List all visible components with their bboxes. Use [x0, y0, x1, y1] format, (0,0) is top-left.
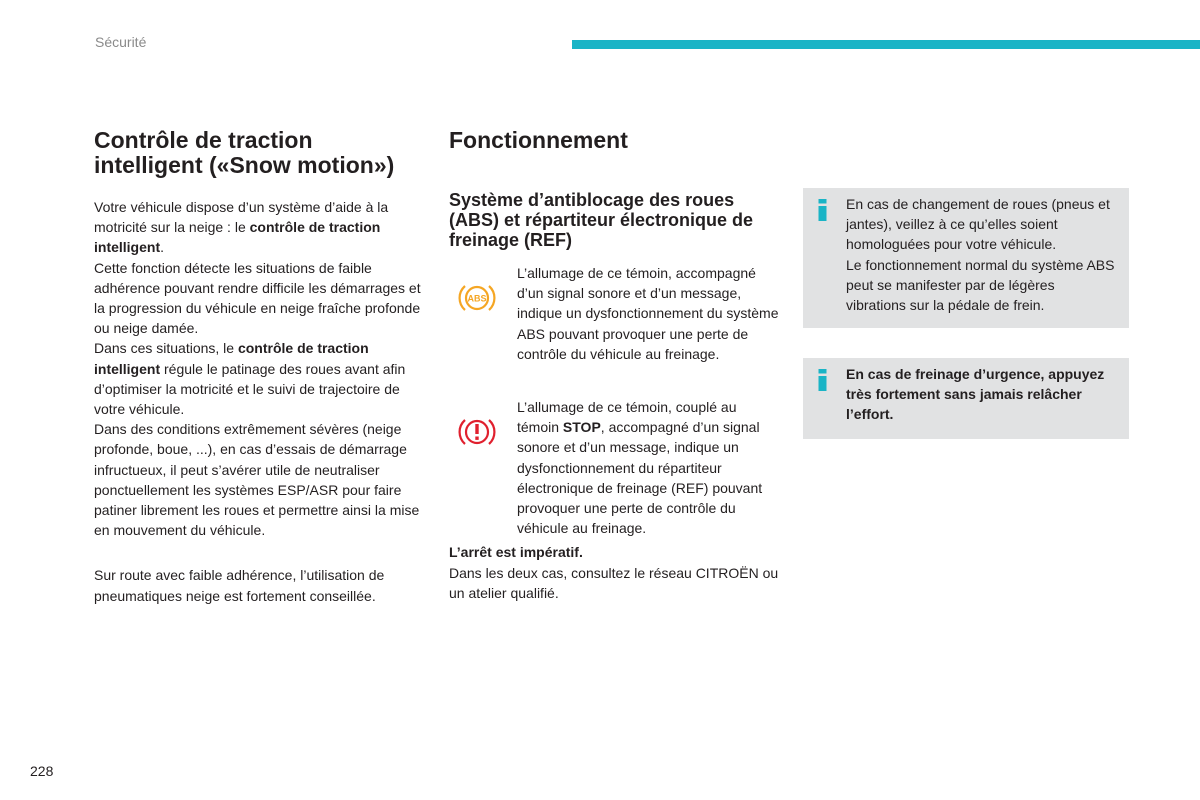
info-text: En cas de freinage d’urgence, appuyez très fortement sans jamais relâcher l’effort.	[846, 366, 1105, 423]
paragraph: Dans ces situations, le contrôle de traction intelligent régule le patinage des roues avant afin d’optimiser la motricité et le suivi de trajectoire de votre véhicule.	[94, 340, 406, 418]
info-box-emergency-braking	[803, 358, 1129, 439]
brake-warning-block	[449, 397, 779, 538]
info-icon	[818, 199, 827, 221]
page-number: 228	[30, 763, 54, 779]
brake-warning-light-icon	[457, 412, 497, 452]
snow-motion-section	[94, 128, 424, 606]
snow-motion-title: Contrôle de traction intelligent («Snow motion»)	[94, 127, 395, 178]
snow-motion-body	[94, 197, 424, 606]
conclusion	[449, 542, 779, 603]
abs-warning-text: L’allumage de ce témoin, accompagné d’un signal sonore et d’un message, indique un dysfonctionnement du système ABS pouvant provoquer une perte de contrôle du véhicule au freinage.	[517, 265, 779, 362]
abs-ref-subtitle: Système d’antiblocage des roues (ABS) et répartiteur électronique de freinage (REF)	[449, 190, 754, 250]
svg-text:ABS: ABS	[467, 293, 487, 304]
conclusion-text: Dans les deux cas, consultez le réseau CITROËN ou un atelier qualifié.	[449, 564, 779, 601]
operation-title: Fonctionnement	[449, 127, 628, 153]
header-accent-bar	[572, 40, 1200, 49]
abs-warning-light-icon	[457, 278, 497, 318]
paragraph: Cette fonction détecte les situations de faible adhérence pouvant rendre difficile les démarrages et la progression du véhicule en neige fraîche profonde ou neige damée.	[94, 259, 421, 337]
info-box-wheel-change	[803, 188, 1129, 328]
paragraph: Sur route avec faible adhérence, l’utilisation de pneumatiques neige est fortement conseillée.	[94, 567, 385, 604]
conclusion-title: L’arrêt est impératif.	[449, 544, 583, 561]
operation-section	[449, 128, 779, 603]
info-text: Le fonctionnement normal du système ABS peut se manifester par de légères vibrations sur la pédale de frein.	[846, 256, 1115, 314]
brake-warning-text: L’allumage de ce témoin, couplé au témoin STOP, accompagné d’un signal sonore et d’un message, indique un dysfonctionnement du répartiteur électronique de freinage (REF) pouvant provoquer une perte de contrôle du véhicule au freinage.	[517, 399, 763, 537]
paragraph: Votre véhicule dispose d’un système d’aide à la motricité sur la neige : le contrôle de traction intelligent.	[94, 199, 389, 256]
info-icon	[818, 369, 827, 391]
section-label: Sécurité	[95, 34, 147, 50]
paragraph: Dans des conditions extrêmement sévères (neige profonde, boue, ...), en cas d’essais de démarrage infructueux, il peut s’avérer utile de neutraliser ponctuellement les systèmes ESP/ASR pour faire patiner librement les roues et permettre ainsi la mise en mouvement du véhicule.	[94, 421, 420, 539]
info-text: En cas de changement de roues (pneus et jantes), veillez à ce qu’elles soient homologuées pour votre véhicule.	[846, 196, 1110, 253]
abs-warning-block	[449, 263, 779, 364]
